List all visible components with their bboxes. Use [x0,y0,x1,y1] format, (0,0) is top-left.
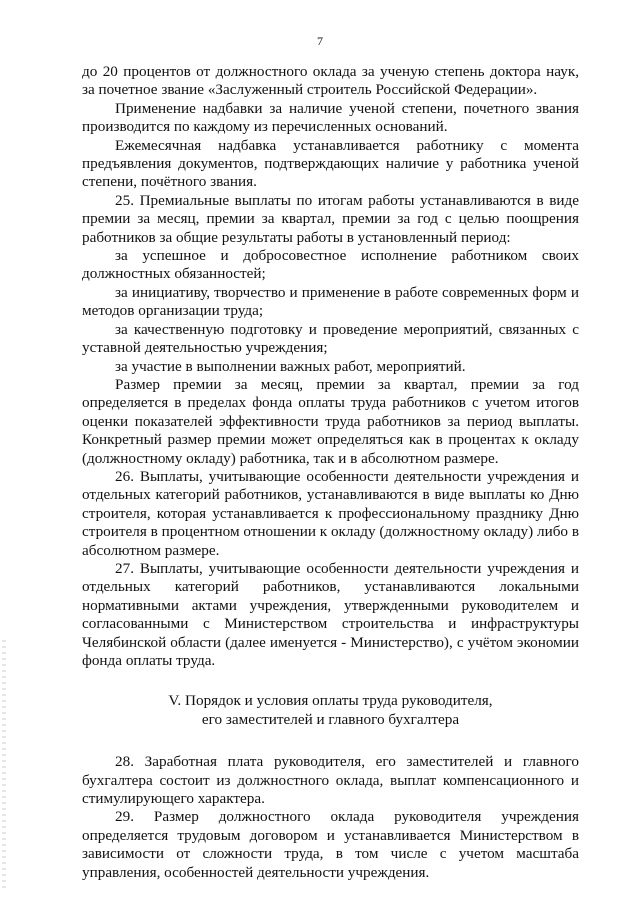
page-number: 7 [317,34,323,48]
paragraph-29-official-salary: 29. Размер должностного оклада руководителя учреждения определяется трудовым договором и устанавливается Министерством в зависимости от сложности труда, в том числе с учетом масштаба управления, особенностей деятельности учреждения. [82,808,579,881]
scan-margin-marks [2,640,6,890]
paragraph-27-local-acts: 27. Выплаты, учитывающие особенности деятельности учреждения и отдельных категорий работников, устанавливаются локальными нормативными актами учреждения, утвержденными руководителем и согласованными с Министерством строительства и инфраструктуры Челябинской области (далее именуется - Министерство), с учётом экономии фонда оплаты труда. [82,559,579,669]
paragraph-28-salary: 28. Заработная плата руководителя, его заместителей и главного бухгалтера состоит из должностного оклада, выплат компенсационного и стимулирующего характера. [82,753,579,808]
section-heading [82,692,579,729]
paragraph-monthly-bonus: Ежемесячная надбавка устанавливается работнику с момента предъявления документов, подтверждающих наличие у работника ученой степени, почётного звания. [82,136,579,191]
list-item-diligent-duties: за успешное и добросовестное исполнение работником своих должностных обязанностей; [82,247,579,283]
document-body [82,63,579,882]
section-heading-line1: V. Порядок и условия оплаты труда руководителя, [168,692,493,710]
list-item-events: за качественную подготовку и проведение мероприятий, связанных с уставной деятельностью учреждения; [82,320,579,357]
paragraph-degree-bonus-cont: до 20 процентов от должностного оклада за ученую степень доктора наук, за почетное звание «Заслуженный строитель Российской Федерации». [82,63,579,99]
paragraph-bonus-application: Применение надбавки за наличие ученой степени, почетного звания производится по каждому из перечисленных оснований. [82,99,579,136]
paragraph-26-builders-day: 26. Выплаты, учитывающие особенности деятельности учреждения и отдельных категорий работников, устанавливаются в виде выплаты ко Дню строителя, которая устанавливается к профессиональному празднику Дню строителя в процентном отношении к окладу (должностному окладу) либо в абсолютном размере. [82,467,579,559]
paragraph-bonus-size: Размер премии за месяц, премии за квартал, премии за год определяется в пределах фонда оплаты труда работников с учетом итогов оценки показателей эффективности труда работников за период выплаты. Конкретный размер премии может определяться как в процентах к окладу (должностному окладу) работника, так и в абсолютном размере. [82,375,579,467]
section-heading-line2: его заместителей и главного бухгалтера [201,710,460,728]
paragraph-25-bonus-payments: 25. Премиальные выплаты по итогам работы устанавливаются в виде премии за месяц, премии за квартал, премии за год с целью поощрения работников за общие результаты работы в установленный период: [82,191,579,246]
list-item-important-works: за участие в выполнении важных работ, мероприятий. [115,357,466,375]
list-item-initiative: за инициативу, творчество и применение в работе современных форм и методов организации труда; [82,283,579,320]
